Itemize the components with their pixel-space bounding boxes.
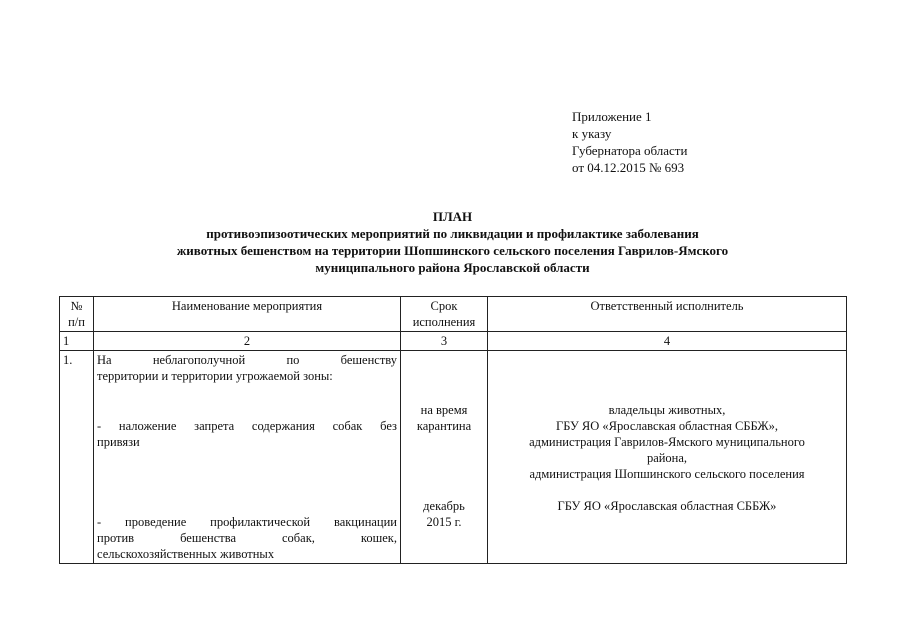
responsible-item1-line5: администрация Шопшинского сельского поселения xyxy=(529,467,805,481)
row-term xyxy=(401,351,488,564)
activity-item2-line1: - проведение профилактической вакцинации xyxy=(97,515,397,529)
activity-intro-line1: На неблагополучной по бешенству xyxy=(97,353,397,367)
appendix-line: к указу xyxy=(572,126,612,141)
activity-item2-line3: сельскохозяйственных животных xyxy=(97,547,275,561)
appendix-line: от 04.12.2015 № 693 xyxy=(572,160,685,175)
row-number: 1. xyxy=(60,351,94,564)
header-term-line1: Срок xyxy=(430,299,458,313)
title-line: муниципального района Ярославской области xyxy=(315,260,590,275)
title-heading: ПЛАН xyxy=(432,209,473,224)
column-number: 1 xyxy=(60,332,94,351)
responsible-item1-line1: владельцы животных, xyxy=(608,403,726,417)
responsible-item1-line2: ГБУ ЯО «Ярославская областная СББЖ», xyxy=(555,419,778,433)
term-item1-line2: карантина xyxy=(416,419,472,433)
responsible-item1-line3: администрация Гаврилов-Ямского муниципального xyxy=(529,435,805,449)
row-activity xyxy=(94,351,401,564)
header-number xyxy=(60,297,94,332)
header-number-line2: п/п xyxy=(68,315,85,329)
appendix-block xyxy=(572,108,687,176)
plan-table xyxy=(59,296,847,564)
document-title xyxy=(0,208,905,276)
responsible-item2-line1: ГБУ ЯО «Ярославская областная СББЖ» xyxy=(557,499,777,513)
activity-intro-line2: территории и территории угрожаемой зоны: xyxy=(97,369,333,383)
appendix-line: Губернатора области xyxy=(572,143,688,158)
title-line: животных бешенством на территории Шопшинского сельского поселения Гаврилов-Ямского xyxy=(176,243,729,258)
header-name: Наименование мероприятия xyxy=(94,297,401,332)
title-line: противоэпизоотических мероприятий по ликвидации и профилактике заболевания xyxy=(206,226,699,241)
column-number-row xyxy=(60,332,847,351)
appendix-line: Приложение 1 xyxy=(572,109,652,124)
responsible-item1-line4: района, xyxy=(646,451,688,465)
activity-item1-line2: привязи xyxy=(97,435,140,449)
activity-item1-line1: - наложение запрета содержания собак без xyxy=(97,419,397,433)
header-term xyxy=(401,297,488,332)
table-row xyxy=(60,351,847,564)
activity-item2-line2: против бешенства собак, кошек, xyxy=(97,531,397,545)
header-responsible: Ответственный исполнитель xyxy=(488,297,847,332)
column-number: 2 xyxy=(94,332,401,351)
header-number-line1: № xyxy=(70,299,83,313)
table-header-row xyxy=(60,297,847,332)
term-item1-line1: на время xyxy=(420,403,468,417)
term-item2-line1: декабрь xyxy=(423,499,465,513)
term-item2-line2: 2015 г. xyxy=(426,515,462,529)
header-term-line2: исполнения xyxy=(412,315,476,329)
column-number: 4 xyxy=(488,332,847,351)
column-number: 3 xyxy=(401,332,488,351)
row-responsible xyxy=(488,351,847,564)
